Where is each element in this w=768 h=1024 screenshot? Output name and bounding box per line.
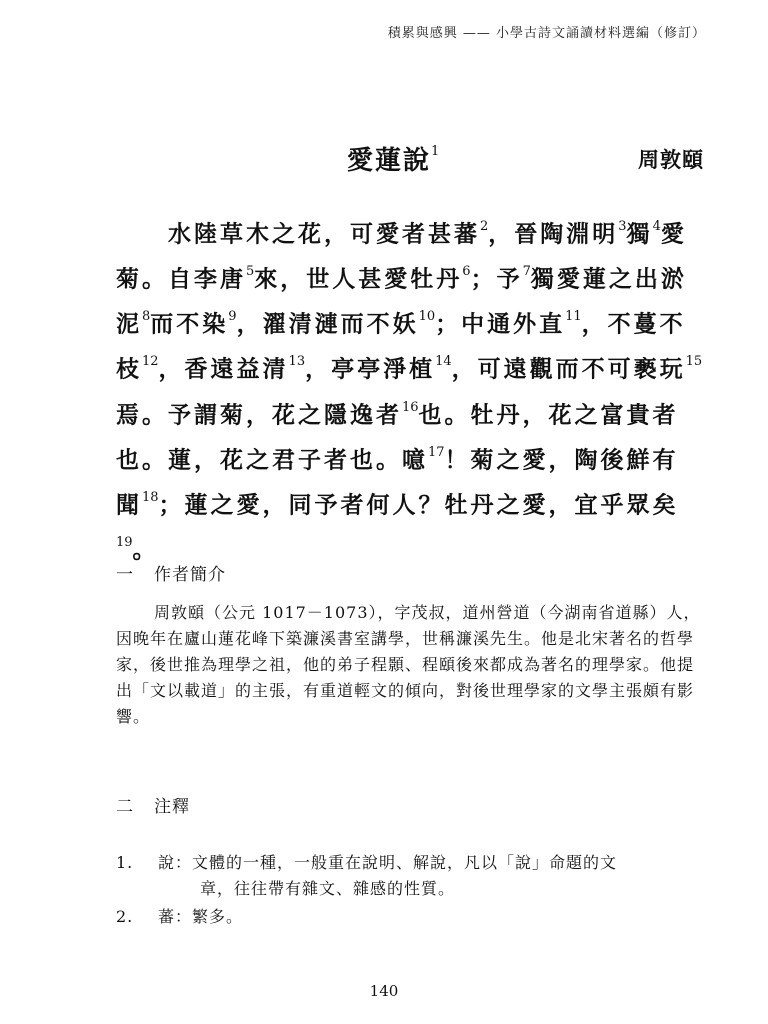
footnote-marker: 4 bbox=[652, 219, 661, 234]
footnote-marker: 11 bbox=[565, 309, 582, 325]
note-line: 蕃：繁多。 bbox=[158, 907, 244, 926]
footnote-marker: 14 bbox=[435, 354, 452, 370]
section-heading-notes bbox=[116, 792, 190, 817]
poem-text: 愛菊。自李唐 bbox=[116, 220, 687, 293]
section-number: 二 bbox=[116, 797, 134, 817]
poem-text: ；中通外直 bbox=[435, 310, 566, 338]
note-body bbox=[158, 904, 704, 930]
footnote-marker: 6 bbox=[462, 264, 471, 280]
section-label: 作者簡介 bbox=[154, 565, 226, 585]
poem-author: 周敦頤 bbox=[638, 147, 704, 172]
footnote-marker: 5 bbox=[246, 264, 255, 280]
poem-body bbox=[116, 210, 704, 571]
poem-text: ，晉陶淵明 bbox=[488, 220, 619, 248]
section-label: 注釋 bbox=[154, 797, 190, 817]
footnote-marker: 10 bbox=[418, 309, 436, 325]
footnote-marker: 3 bbox=[618, 219, 627, 234]
poem-title bbox=[347, 140, 441, 177]
section-number: 一 bbox=[116, 565, 134, 585]
footnote-marker: 16 bbox=[402, 399, 419, 415]
poem-title-text: 愛蓮說 bbox=[347, 146, 432, 176]
note-number: 1. bbox=[116, 853, 134, 872]
poem-text: ，可遠觀而不可褻玩 bbox=[451, 356, 686, 384]
footnote-marker: 8 bbox=[142, 309, 151, 325]
poem-text: 獨 bbox=[626, 220, 653, 248]
poem-text: 焉。予謂菊，花之隱逸者 bbox=[116, 401, 402, 429]
author-bio-text: 周敦頤（公元 1017－1073），字茂叔，道州營道（今湖南省道縣）人，因晚年在廬山蓮花峰下築濂溪書室講學，世稱濂溪先生。他是北宋著名的哲學家，後世推為理學之祖，他的弟子程顥、程頤後來都成為著名的理學家。他提出「文以載道」的主張，有重道輕文的傾向，對後世理學家的文學主張頗有影響。 bbox=[116, 603, 701, 726]
poem-text: ！菊之愛，陶後鮮有聞 bbox=[116, 446, 679, 519]
poem-text: ，香遠益清 bbox=[158, 356, 289, 384]
note-item bbox=[116, 850, 704, 902]
footnote-marker: 12 bbox=[142, 354, 159, 370]
poem-text: 來，世人甚愛牡丹 bbox=[254, 265, 463, 293]
author-bio bbox=[116, 600, 704, 730]
running-header: 積累與感興 —— 小學古詩文誦讀材料選編（修訂） bbox=[387, 26, 706, 41]
footnote-marker: 9 bbox=[228, 309, 237, 325]
note-line: 說：文體的一種，一般重在說明、解說，凡以「說」命題的文 bbox=[158, 853, 618, 872]
poem-text: 水陸草木之花，可愛者甚蕃 bbox=[168, 220, 480, 248]
note-body bbox=[158, 850, 704, 902]
footnote-marker: 13 bbox=[288, 354, 306, 370]
poem-text: ；蓮之愛，同予者何人？牡丹之愛，宜乎眾矣 bbox=[158, 491, 679, 519]
footnote-marker: 2 bbox=[480, 219, 489, 234]
note-number: 2. bbox=[116, 907, 134, 926]
title-footnote-marker: 1 bbox=[431, 144, 442, 160]
poem-text: 也。牡丹，花之富貴者也。蓮，花之君子者也。噫 bbox=[116, 401, 679, 474]
poem-text: ，不蔓不枝 bbox=[116, 310, 686, 384]
poem-text: ，亭亭淨植 bbox=[305, 356, 436, 384]
poem-text: 獨愛蓮之出淤泥 bbox=[116, 265, 687, 338]
footnote-marker: 7 bbox=[522, 264, 531, 280]
footnote-marker: 19 bbox=[116, 535, 133, 551]
footnote-marker: 18 bbox=[142, 489, 159, 505]
poem-text: ，濯清漣而不妖 bbox=[236, 310, 419, 338]
title-row bbox=[0, 140, 768, 180]
note-item bbox=[116, 904, 704, 930]
poem-text: 。 bbox=[132, 536, 159, 564]
poem-text: ；予 bbox=[470, 265, 523, 293]
footnote-marker: 15 bbox=[685, 354, 703, 370]
page-number: 140 bbox=[369, 982, 399, 1000]
poem-text: 而不染 bbox=[150, 310, 229, 338]
note-line-continued: 章，往往帶有雜文、雜感的性質。 bbox=[200, 879, 456, 898]
section-heading-author bbox=[116, 560, 226, 585]
footnote-marker: 17 bbox=[428, 444, 445, 460]
